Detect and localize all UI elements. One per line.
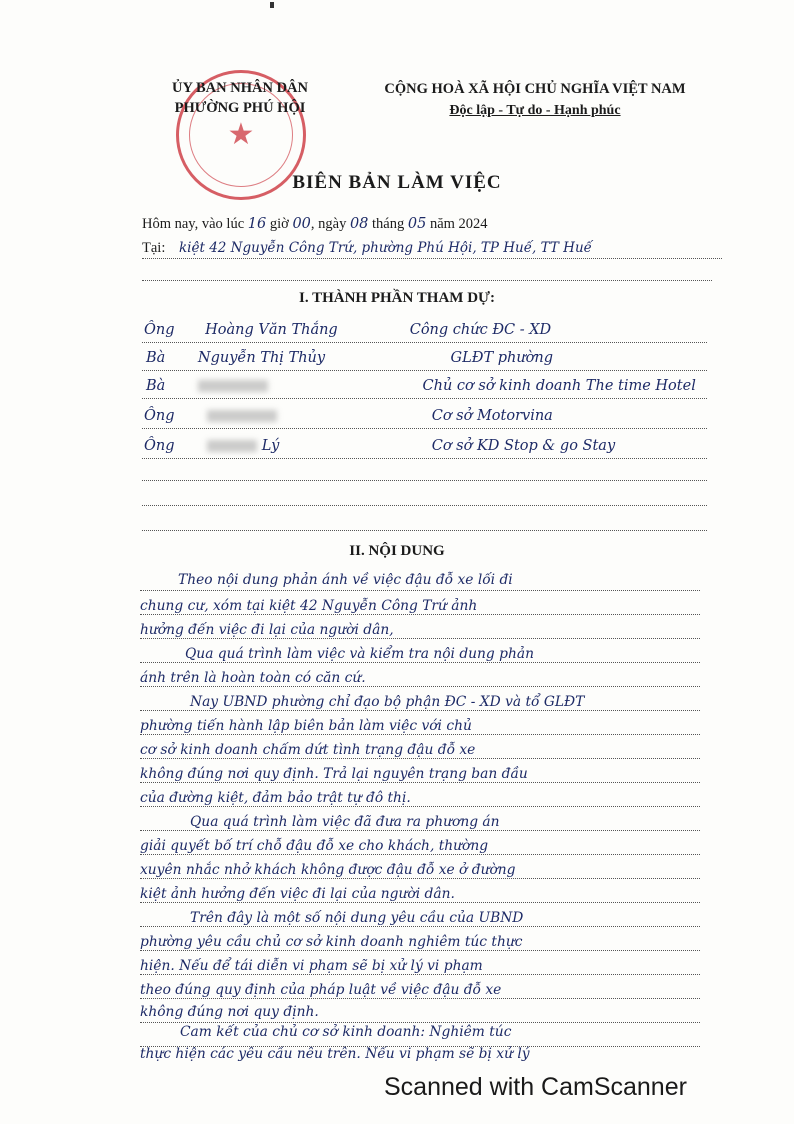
- participant-name: [207, 408, 427, 424]
- org-line-1: ỦY BAN NHÂN DÂN: [171, 80, 308, 96]
- content-line: không đúng nơi quy định.: [140, 1004, 319, 1020]
- country-name: CỘNG HOÀ XÃ HỘI CHỦ NGHĨA VIỆT NAM: [384, 81, 686, 97]
- national-header: [360, 78, 710, 122]
- content-line: Cam kết của chủ cơ sở kinh doanh: Nghiêm túc: [180, 1024, 512, 1040]
- guide-line: [140, 782, 700, 783]
- scanner-watermark: Scanned with CamScanner: [384, 1073, 687, 1101]
- place-line: [142, 240, 592, 257]
- participant-name: [198, 378, 418, 394]
- guide-line: [140, 614, 700, 615]
- guide-line: [140, 950, 700, 951]
- guide-line: [140, 806, 700, 807]
- guide-line: [140, 686, 700, 687]
- content-line: của đường kiệt, đảm bảo trật tự đô thị.: [140, 790, 411, 806]
- redacted-name: [207, 410, 277, 422]
- content-line: Qua quá trình làm việc đã đưa ra phương án: [190, 814, 500, 830]
- content-line: Trên đây là một số nội dung yêu cầu của UBND: [190, 910, 524, 926]
- guide-line: [140, 734, 700, 735]
- guide-line: [140, 830, 700, 831]
- guide-line: [140, 758, 700, 759]
- intro-prefix: Hôm nay, vào lúc: [142, 216, 245, 232]
- national-motto: Độc lập - Tự do - Hạnh phúc: [449, 103, 621, 118]
- guide-line: [140, 590, 700, 591]
- place-value: kiệt 42 Nguyễn Công Trứ, phường Phú Hội, TP Huế, TT Huế: [178, 240, 592, 256]
- guide-line: [140, 974, 700, 975]
- participant-row: [146, 350, 553, 366]
- participant-row: [144, 322, 551, 338]
- content-line: thực hiện các yêu cầu nêu trên. Nếu vi phạm sẽ bị xử lý: [140, 1046, 530, 1062]
- content-line: Nay UBND phường chỉ đạo bộ phận ĐC - XD và tổ GLĐT: [190, 694, 585, 710]
- content-line: ánh trên là hoàn toàn có căn cứ.: [140, 670, 366, 686]
- participant-role: Cơ sở Motorvina: [431, 408, 553, 424]
- org-line-2: PHƯỜNG PHÚ HỘI: [174, 100, 306, 116]
- place-dotted-line: [142, 258, 722, 259]
- participant-row: [144, 438, 615, 454]
- content-line: Theo nội dung phản ánh về việc đậu đỗ xe lối đi: [178, 572, 513, 588]
- participant-prefix: Ông: [144, 322, 175, 338]
- guide-line: [140, 854, 700, 855]
- guide-line: [140, 878, 700, 879]
- content-line: kiệt ảnh hưởng đến việc đi lại của người dân.: [140, 886, 455, 902]
- content-line: theo đúng quy định của pháp luật về việc đậu đỗ xe: [140, 982, 502, 998]
- participant-row: [146, 378, 696, 394]
- participant-prefix: Ông: [144, 438, 175, 454]
- participant-name: Lý: [207, 438, 427, 454]
- intro-year-label: năm 2024: [429, 216, 488, 232]
- guide-line: [140, 926, 700, 927]
- content-line: không đúng nơi quy định. Trả lại nguyên trạng ban đầu: [140, 766, 528, 782]
- participant-role: Chủ cơ sở kinh doanh The time Hotel: [422, 378, 696, 394]
- content-line: chung cư, xóm tại kiệt 42 Nguyễn Công Trứ ảnh: [140, 598, 478, 614]
- redacted-name: [207, 440, 257, 452]
- issuing-organization: [150, 78, 330, 118]
- redacted-name: [198, 380, 268, 392]
- participant-prefix: Ông: [144, 408, 175, 424]
- intro-day: 08: [349, 216, 369, 232]
- content-line: Qua quá trình làm việc và kiểm tra nội dung phản: [185, 646, 534, 662]
- official-seal: ★: [176, 70, 306, 200]
- content-line: phường yêu cầu chủ cơ sở kinh doanh nghiêm túc thực: [140, 934, 523, 950]
- intro-month: 05: [407, 216, 427, 232]
- guide-line: [140, 1046, 700, 1047]
- document-title: BIÊN BẢN LÀM VIỆC: [292, 172, 502, 193]
- guide-line: [140, 662, 700, 663]
- intro-line: [142, 216, 488, 233]
- intro-day-label: , ngày: [310, 216, 347, 232]
- content-line: phường tiến hành lập biên bản làm việc với chủ: [140, 718, 472, 734]
- guide-line: [140, 638, 700, 639]
- participant-role: Cơ sở KD Stop & go Stay: [431, 438, 616, 454]
- blank-dotted-line: [142, 280, 712, 281]
- content-line: xuyên nhắc nhở khách không được đậu đỗ xe ở đường: [140, 862, 516, 878]
- participant-prefix: Bà: [146, 350, 166, 366]
- guide-line: [140, 1022, 700, 1023]
- participant-row: [144, 408, 553, 424]
- guide-line: [140, 902, 700, 903]
- content-line: hiện. Nếu để tái diễn vi phạm sẽ bị xử lý vi phạm: [140, 958, 483, 974]
- intro-hour: 16: [247, 216, 267, 232]
- participant-name: Nguyễn Thị Thủy: [197, 350, 326, 366]
- intro-minute: 00: [292, 216, 311, 232]
- participant-prefix: Bà: [146, 378, 166, 394]
- guide-line: [140, 710, 700, 711]
- section-1-title: I. THÀNH PHẦN THAM DỰ:: [299, 290, 495, 306]
- participant-name: Hoàng Văn Thắng: [205, 322, 338, 338]
- participant-role: Công chức ĐC - XD: [409, 322, 552, 338]
- intro-hour-label: giờ: [269, 216, 289, 232]
- intro-month-label: tháng: [372, 216, 405, 232]
- scan-mark: [270, 2, 274, 8]
- participant-role: GLĐT phường: [450, 350, 554, 366]
- section-2-title: II. NỘI DUNG: [349, 543, 445, 559]
- content-line: hưởng đến việc đi lại của người dân,: [140, 622, 394, 638]
- content-line: cơ sở kinh doanh chấm dứt tình trạng đậu đỗ xe: [140, 742, 476, 758]
- content-line: giải quyết bố trí chỗ đậu đỗ xe cho khách, thường: [140, 838, 489, 854]
- place-label: Tại:: [142, 240, 166, 256]
- guide-line: [140, 998, 700, 999]
